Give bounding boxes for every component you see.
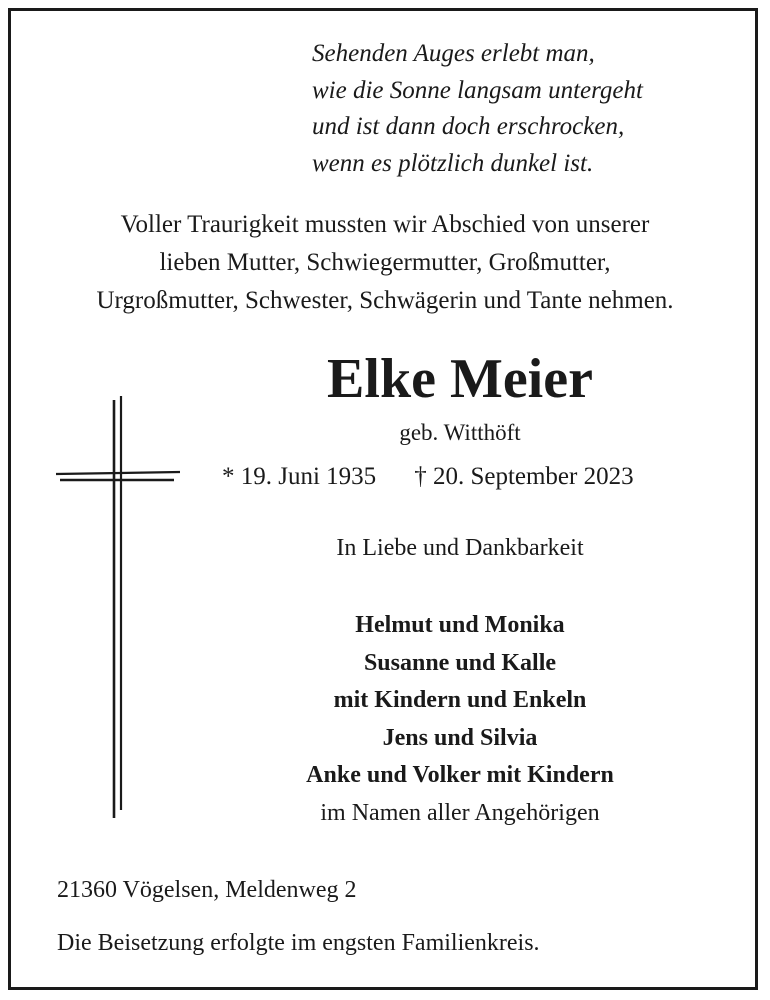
- birth-name: geb. Witthöft: [399, 420, 521, 445]
- poem-line: wenn es plötzlich dunkel ist.: [312, 149, 594, 177]
- cross-icon: [52, 392, 182, 822]
- intro-line: Urgroßmutter, Schwester, Schwägerin und Tante nehmen.: [96, 287, 674, 314]
- intro-line: lieben Mutter, Schwiegermutter, Großmutter,: [159, 249, 611, 276]
- poem: [312, 36, 732, 182]
- mourner-line: mit Kindern und Enkeln: [333, 687, 587, 714]
- life-dates: [222, 457, 722, 497]
- mourner-line: Anke und Volker mit Kindern: [306, 762, 614, 789]
- death-date: † 20. September 2023: [414, 463, 634, 490]
- poem-line: Sehenden Auges erlebt man,: [312, 40, 595, 67]
- intro-line: Voller Traurigkeit mussten wir Abschied von unserer: [120, 211, 650, 238]
- poem-line: und ist dann doch erschrocken,: [312, 113, 625, 140]
- birth-date: * 19. Juni 1935: [222, 463, 377, 490]
- poem-line: wie die Sonne langsam untergeht: [312, 76, 643, 104]
- mourner-line: Helmut und Monika: [355, 612, 565, 638]
- intro-text: [20, 206, 750, 320]
- deceased-name: Elke Meier: [327, 348, 593, 410]
- thanks-line: In Liebe und Dankbarkeit: [336, 535, 584, 561]
- mourners: [210, 607, 710, 833]
- mourners-closing: im Namen aller Angehörigen: [320, 799, 600, 826]
- address: 21360 Vögelsen, Meldenweg 2: [57, 877, 357, 903]
- mourner-line: Jens und Silvia: [382, 724, 538, 751]
- mourner-line: Susanne und Kalle: [363, 649, 557, 676]
- funeral-note: Die Beisetzung erfolgte im engsten Familienkreis.: [57, 930, 540, 956]
